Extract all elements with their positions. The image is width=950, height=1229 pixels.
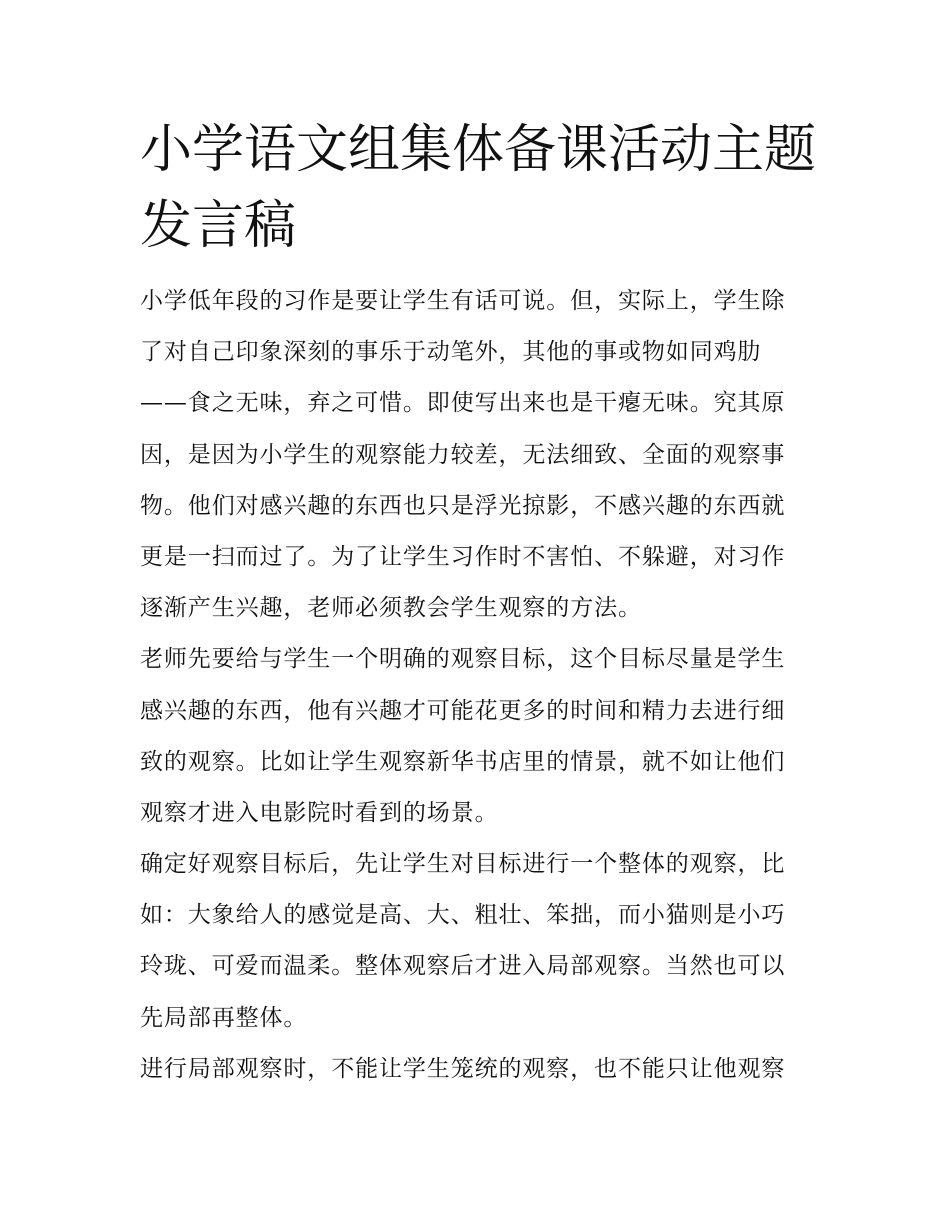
text-line: 逐渐产生兴趣，老师必须教会学生观察的方法。 xyxy=(140,595,642,622)
text-line: 进行局部观察时，不能让学生笼统的观察，也不能只让他观察 xyxy=(140,1055,786,1082)
text-line: 老师先要给与学生一个明确的观察目标，这个目标尽量是学生 xyxy=(140,646,786,673)
text-line: ——食之无味，弃之可惜。即使写出来也是干瘪无味。究其原 xyxy=(140,390,786,417)
text-line: 致的观察。比如让学生观察新华书店里的情景，就不如让他们 xyxy=(140,748,786,775)
text-line: 因，是因为小学生的观察能力较差，无法细致、全面的观察事 xyxy=(140,441,786,468)
text-line: 更是一扫而过了。为了让学生习作时不害怕、不躲避，对习作 xyxy=(140,543,786,570)
text-line: 如：大象给人的感觉是高、大、粗壮、笨拙，而小猫则是小巧 xyxy=(140,902,786,929)
text-line: 感兴趣的东西，他有兴趣才可能花更多的时间和精力去进行细 xyxy=(140,697,786,724)
title-line: 发言稿 xyxy=(140,196,297,256)
text-line: 观察才进入电影院时看到的场景。 xyxy=(140,799,499,826)
title-line: 小学语文组集体备课活动主题 xyxy=(140,120,817,180)
paragraph-4 xyxy=(140,1044,820,1095)
paragraph-2 xyxy=(140,634,820,839)
text-line: 小学低年段的习作是要让学生有话可说。但，实际上，学生除 xyxy=(140,288,786,314)
document-body xyxy=(140,276,820,1095)
text-line: 了对自己印象深刻的事乐于动笔外，其他的事或物如同鸡肋 xyxy=(140,339,762,366)
text-line: 玲珑、可爱而温柔。整体观察后才进入局部观察。当然也可以 xyxy=(140,953,786,980)
paragraph-1 xyxy=(140,276,820,634)
document-title xyxy=(140,112,820,264)
text-line: 物。他们对感兴趣的东西也只是浮光掠影，不感兴趣的东西就 xyxy=(140,492,786,519)
text-line: 先局部再整体。 xyxy=(140,1004,308,1031)
paragraph-3 xyxy=(140,839,820,1044)
text-line: 确定好观察目标后，先让学生对目标进行一个整体的观察，比 xyxy=(140,851,786,878)
